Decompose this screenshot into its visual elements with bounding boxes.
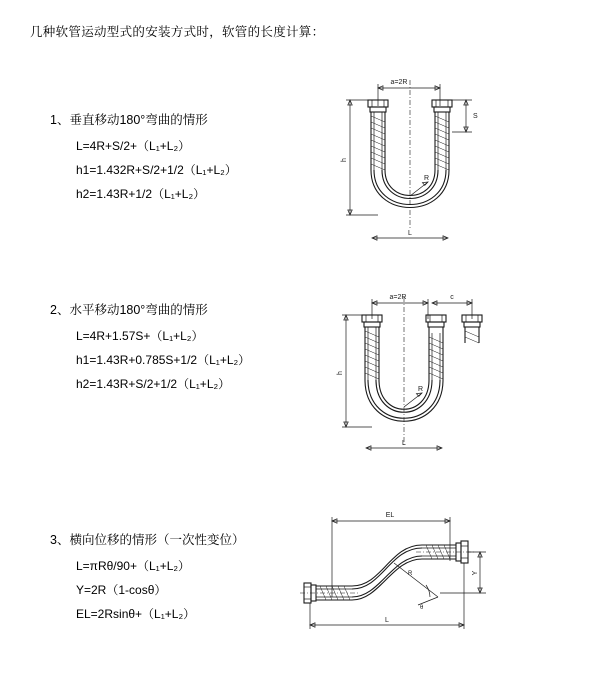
section-1-title: 1、垂直移动180°弯曲的情形 [50,113,208,127]
figure-3-angle-label: θ [420,605,424,611]
section-2-formula-3: h2=1.43R+S/2+1/2（L₁+L₂） [76,377,231,391]
figure-2-horizontal-180-bend [300,285,500,470]
section-3-formula-3: EL=2Rsinθ+（L₁+L₂） [76,607,196,621]
figure-2-top-dim2-label: c [450,294,454,301]
figure-1-vertical-180-bend [300,70,500,265]
page-title: 几种软管运动型式的安装方式时，软管的长度计算： [30,25,325,39]
section-3-formula-2: Y=2R（1-cosθ） [76,583,167,597]
figure-1-bottom-dim-label: L [408,230,412,237]
figure-2-radius-label: R [418,386,424,393]
section-3-title: 3、横向位移的情形（一次性变位） [50,533,245,547]
figure-3-side-dim-label: Y [472,570,479,576]
figure-1-radius-label: R [424,175,430,182]
section-1-formula-3: h2=1.43R+1/2（L₁+L₂） [76,187,206,201]
figure-3-radius-label: R [408,571,413,577]
section-2 [50,300,250,399]
section-1-formula-2: h1=1.432R+S/2+1/2（L₁+L₂） [76,163,237,177]
section-1-formula-1: L=4R+S/2+（L₁+L₂） [76,139,191,153]
figure-2-bottom-dim-label: L [402,440,406,447]
figure-3-lateral-offset [290,505,495,640]
section-2-formula-2: h1=1.43R+0.785S+1/2（L₁+L₂） [76,353,251,367]
section-2-title: 2、水平移动180°弯曲的情形 [50,303,208,317]
figure-1-top-dim-label: a=2R [390,79,408,86]
figure-3-bottom-dim-label: L [385,617,389,624]
figure-3-top-dim-label: EL [385,512,395,519]
figure-1-side-dim-label: h [341,158,348,162]
figure-2-top-dim-label: a=2R [389,294,407,301]
section-3 [50,530,244,629]
section-3-formula-1: L=πRθ/90+（L₁+L₂） [76,559,191,573]
figure-2-side-dim-label: h [337,371,344,375]
figure-1-right-dim-label: S [473,113,478,120]
section-2-formula-1: L=4R+1.57S+（L₁+L₂） [76,329,204,343]
section-1 [50,110,237,209]
